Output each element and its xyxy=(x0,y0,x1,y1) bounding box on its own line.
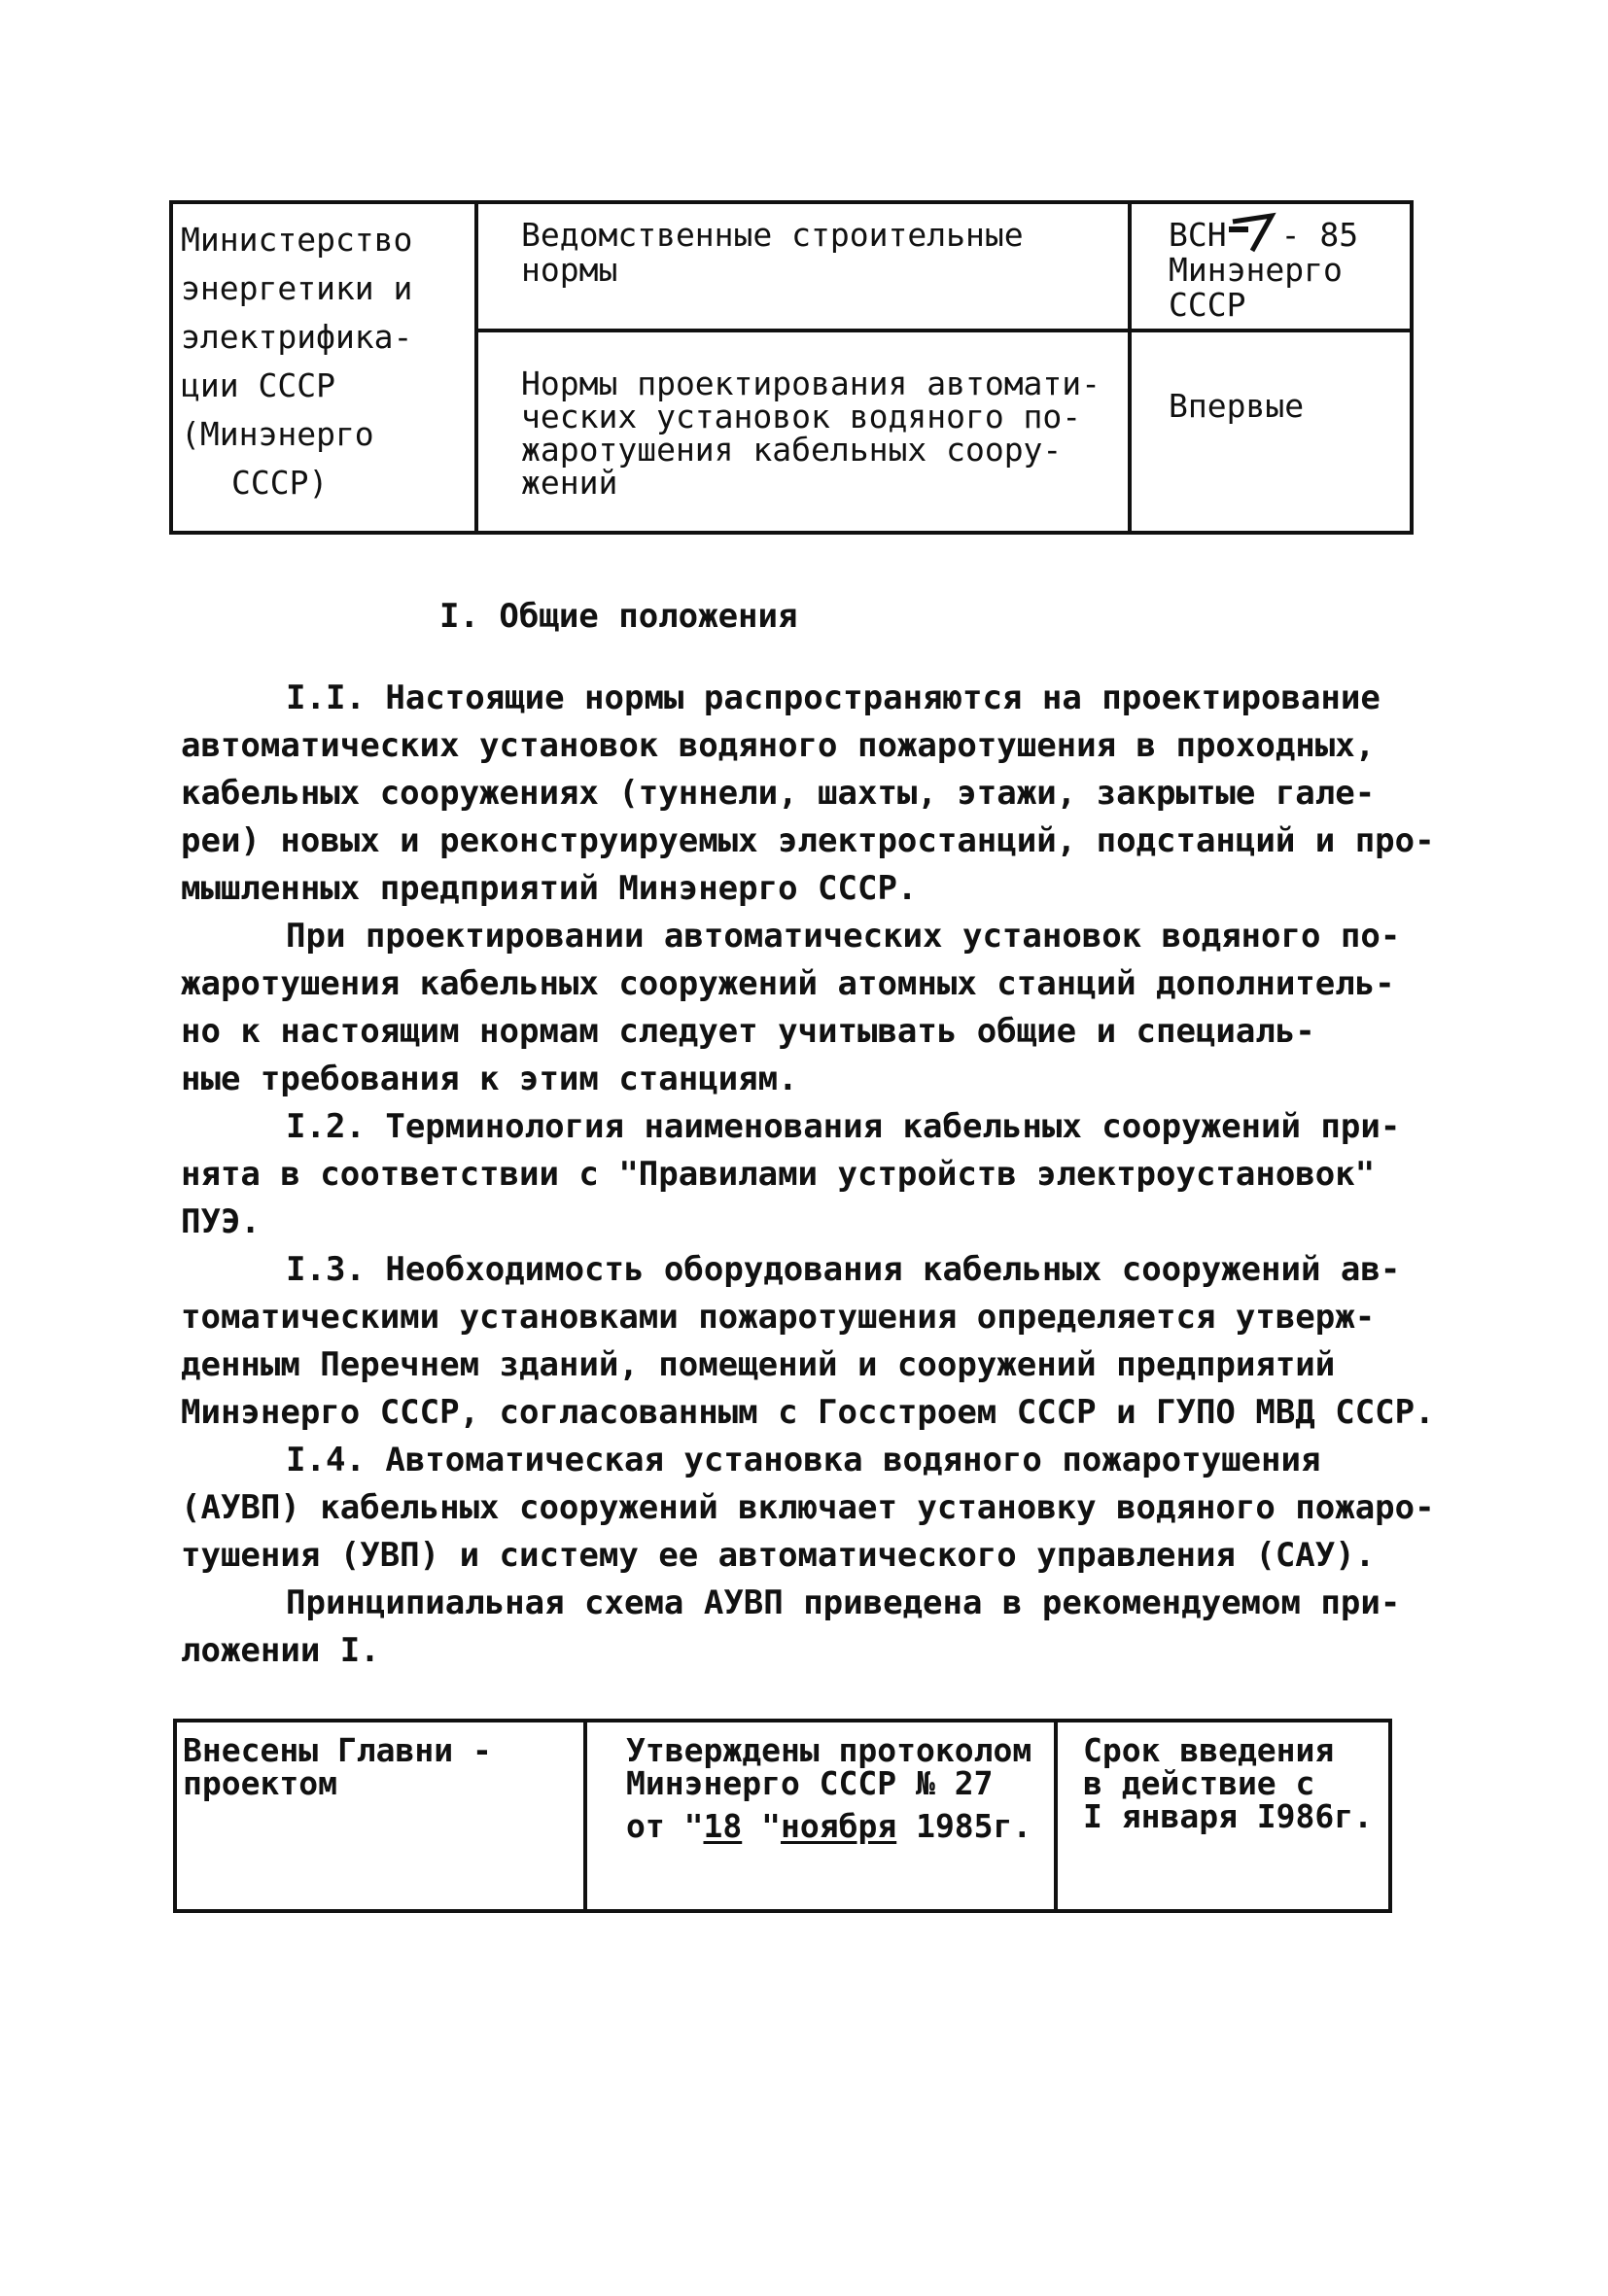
doc-type-line: Ведомственные строительные xyxy=(521,216,1024,254)
effective-line: в действие с xyxy=(1083,1764,1315,1802)
ministry-line: СССР) xyxy=(231,464,329,502)
doc-code-line: СССР xyxy=(1169,286,1246,324)
paragraph-line: жаротушения кабельных сооружений атомных станций дополнитель- xyxy=(181,964,1395,1003)
approval-date xyxy=(626,1807,1054,1845)
date-prefix: от " xyxy=(626,1807,704,1845)
body-text xyxy=(181,675,1445,1675)
paragraph-line: нята в соответствии с "Правилами устройств электроустановок" xyxy=(181,1155,1376,1194)
doc-type-cell xyxy=(478,204,1132,332)
paragraph-line: ложении I. xyxy=(181,1631,380,1670)
submitted-line: проектом xyxy=(183,1764,337,1802)
doc-title-cell xyxy=(478,332,1132,535)
doc-title-line: Нормы проектирования автомати- xyxy=(521,365,1101,402)
paragraph-line: I.I. Настоящие нормы распространяются на проектирование xyxy=(286,678,1381,717)
submitted-line: Внесены Главни - xyxy=(183,1731,492,1769)
paragraph-line: (АУВП) кабельных сооружений включает установку водяного пожаро- xyxy=(181,1488,1435,1527)
ministry-line: (Минэнерго xyxy=(181,415,374,453)
paragraph-line: I.3. Необходимость оборудования кабельных сооружений ав- xyxy=(286,1250,1401,1289)
paragraph-line: автоматических установок водяного пожаротушения в проходных, xyxy=(181,726,1376,765)
date-year: 1985г. xyxy=(896,1807,1032,1845)
date-day: 18 xyxy=(703,1807,743,1845)
doc-code-cell xyxy=(1132,204,1410,332)
handwritten-number-mark xyxy=(1227,218,1281,253)
effective-line: Срок введения xyxy=(1083,1731,1335,1769)
date-month: ноября xyxy=(780,1807,897,1845)
effective-line: I января I986г. xyxy=(1083,1797,1374,1835)
ministry-line: ции СССР xyxy=(181,366,335,404)
doc-title-line: ческих установок водяного по- xyxy=(521,398,1082,435)
doc-type-line: нормы xyxy=(521,251,618,289)
approved-cell xyxy=(587,1722,1058,1909)
ministry-line: электрифика- xyxy=(181,318,413,356)
approved-line: Минэнерго СССР № 27 xyxy=(626,1764,994,1802)
approved-line: Утверждены протоколом xyxy=(626,1731,1032,1769)
header-table xyxy=(169,200,1414,535)
paragraph-line: Минэнерго СССР, согласованным с Госстроем СССР и ГУПО МВД СССР. xyxy=(181,1393,1435,1432)
doc-code xyxy=(1169,218,1410,253)
footer-table xyxy=(173,1719,1392,1913)
paragraph-line: тушения (УВП) и систему ее автоматического управления (САУ). xyxy=(181,1536,1376,1575)
doc-status: Впервые xyxy=(1169,387,1305,425)
effective-cell xyxy=(1058,1722,1388,1909)
doc-status-cell xyxy=(1132,332,1410,535)
code-suffix: - 85 xyxy=(1280,216,1359,254)
paragraph-line: ные требования к этим станциям. xyxy=(181,1060,798,1098)
paragraph-line: ПУЭ. xyxy=(181,1202,261,1241)
paragraph-line: Принципиальная схема АУВП приведена в рекомендуемом при- xyxy=(286,1583,1401,1622)
paragraph-line: денным Перечнем зданий, помещений и сооружений предприятий xyxy=(181,1345,1336,1384)
date-mid: " xyxy=(742,1807,781,1845)
code-prefix: ВСН xyxy=(1169,216,1227,254)
doc-title-line: жаротушения кабельных соору- xyxy=(521,431,1063,469)
paragraph-line: томатическими установками пожаротушения определяется утверж- xyxy=(181,1298,1376,1337)
paragraph-line: реи) новых и реконструируемых электростанций, подстанций и про- xyxy=(181,821,1435,860)
paragraph-line: I.2. Терминология наименования кабельных сооружений при- xyxy=(286,1107,1401,1146)
paragraph-line: I.4. Автоматическая установка водяного пожаротушения xyxy=(286,1441,1321,1479)
paragraph-line: мышленных предприятий Минэнерго СССР. xyxy=(181,869,918,908)
doc-code-line: Минэнерго xyxy=(1169,251,1343,289)
paragraph-line: кабельных сооружениях (туннели, шахты, этажи, закрытые гале- xyxy=(181,774,1376,813)
submitted-cell xyxy=(177,1722,587,1909)
doc-title-line: жений xyxy=(521,464,618,502)
paragraph-line: но к настоящим нормам следует учитывать общие и специаль- xyxy=(181,1012,1315,1051)
ministry-line: Министерство xyxy=(181,221,413,259)
section-title: I. Общие положения xyxy=(439,597,798,636)
paragraph-line: При проектировании автоматических установок водяного по- xyxy=(286,917,1401,956)
ministry-line: энергетики и xyxy=(181,269,413,307)
ministry-cell xyxy=(173,204,478,531)
